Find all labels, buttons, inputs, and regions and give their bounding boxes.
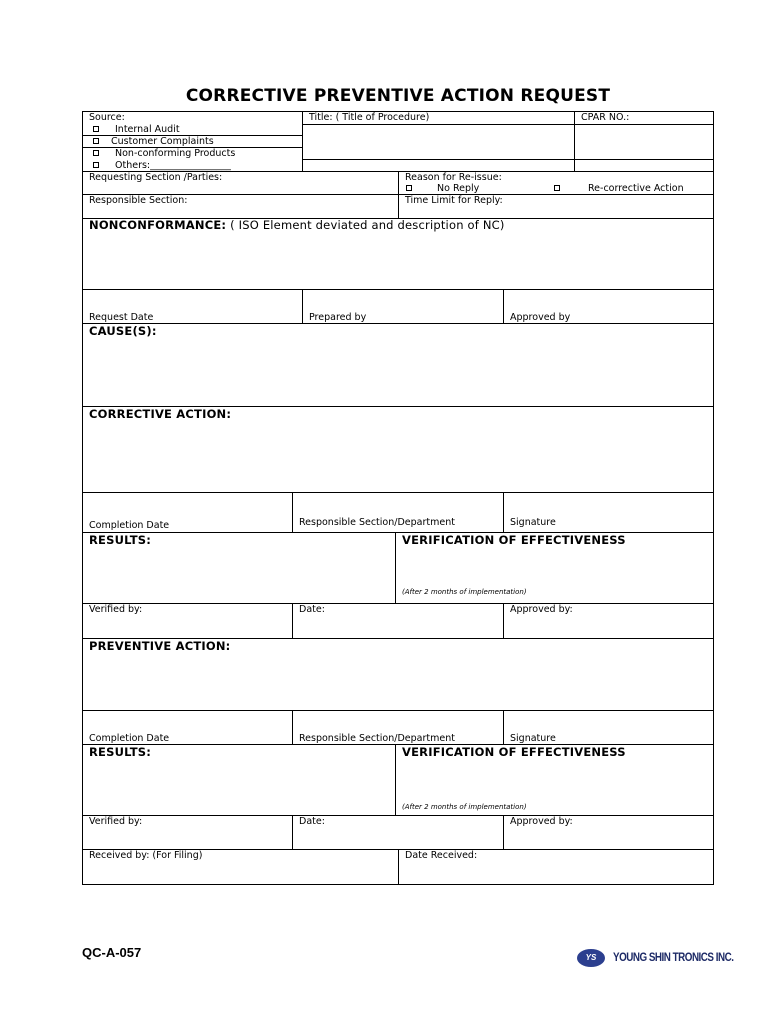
results-heading: RESULTS:	[89, 745, 152, 759]
time-limit-label: Time Limit for Reply:	[405, 195, 503, 206]
no-reply-label: No Reply	[437, 183, 480, 194]
checkbox-internal-audit[interactable]	[93, 126, 99, 132]
completion-date-label: Completion Date	[89, 733, 170, 744]
divider	[292, 492, 293, 532]
responsible-department-label: Responsible Section/Department	[299, 517, 455, 528]
checkbox-customer-complaints[interactable]	[93, 138, 99, 144]
request-date-label: Request Date	[89, 312, 154, 323]
divider	[82, 492, 714, 493]
nonconformance-subtitle: ( ISO Element deviated and description of NC)	[226, 218, 505, 232]
divider	[395, 532, 396, 603]
approved-by-label: Approved by	[510, 312, 571, 323]
checkbox-re-corrective[interactable]	[554, 185, 560, 191]
causes-heading: CAUSE(S):	[89, 324, 157, 338]
source-option-others	[115, 160, 231, 171]
verification-heading: VERIFICATION OF EFFECTIVENESS	[402, 745, 626, 759]
approved-by-label: Approved by:	[510, 604, 573, 615]
divider	[292, 710, 293, 744]
divider	[503, 492, 504, 532]
signature-label: Signature	[510, 517, 556, 528]
checkbox-no-reply[interactable]	[406, 185, 412, 191]
verification-heading: VERIFICATION OF EFFECTIVENESS	[402, 533, 626, 547]
company-name: YOUNG SHIN TRONICS INC.	[613, 950, 734, 964]
divider	[82, 289, 714, 290]
company-logo	[577, 947, 734, 971]
divider	[398, 171, 399, 218]
responsible-department-label: Responsible Section/Department	[299, 733, 455, 744]
divider	[302, 159, 714, 160]
divider	[82, 815, 714, 816]
divider	[503, 710, 504, 744]
source-label: Source:	[89, 112, 125, 123]
divider	[395, 744, 396, 815]
source-option-nonconforming-products: Non-conforming Products	[115, 148, 236, 159]
verification-note: (After 2 months of implementation)	[402, 803, 527, 811]
date-label: Date:	[299, 816, 325, 827]
checkbox-nonconforming-products[interactable]	[93, 150, 99, 156]
results-heading: RESULTS:	[89, 533, 152, 547]
divider	[82, 323, 714, 324]
date-label: Date:	[299, 604, 325, 615]
source-option-internal-audit: Internal Audit	[115, 124, 180, 135]
responsible-section-label: Responsible Section:	[89, 195, 188, 206]
cpar-number-label: CPAR NO.:	[581, 112, 630, 123]
divider	[302, 111, 303, 171]
signature-label: Signature	[510, 733, 556, 744]
others-field[interactable]: _________________	[150, 160, 231, 171]
reissue-reason-label: Reason for Re-issue:	[405, 172, 502, 183]
date-received-label: Date Received:	[405, 850, 478, 861]
source-option-customer-complaints: Customer Complaints	[111, 136, 214, 147]
prepared-by-label: Prepared by	[309, 312, 367, 323]
verified-by-label: Verified by:	[89, 816, 143, 827]
nonconformance-heading	[89, 218, 505, 232]
divider	[302, 124, 714, 125]
re-corrective-label: Re-corrective Action	[588, 183, 684, 194]
divider	[574, 111, 575, 171]
divider	[292, 815, 293, 849]
divider	[292, 603, 293, 638]
form-code: QC-A-057	[82, 945, 142, 960]
verified-by-label: Verified by:	[89, 604, 143, 615]
divider	[302, 289, 303, 323]
others-label: Others:	[115, 160, 151, 171]
verification-note: (After 2 months of implementation)	[402, 588, 527, 596]
divider	[82, 603, 714, 604]
nonconformance-title: NONCONFORMANCE:	[89, 218, 227, 232]
divider	[503, 289, 504, 323]
requesting-section-label: Requesting Section /Parties:	[89, 172, 223, 183]
checkbox-others[interactable]	[93, 162, 99, 168]
divider	[503, 603, 504, 638]
title-label: Title: ( Title of Procedure)	[309, 112, 430, 123]
completion-date-label: Completion Date	[89, 520, 170, 531]
divider	[82, 710, 714, 711]
received-by-label: Received by: (For Filing)	[89, 850, 203, 861]
logo-mark: YS	[577, 949, 605, 967]
divider	[398, 849, 399, 885]
preventive-action-heading: PREVENTIVE ACTION:	[89, 639, 231, 653]
form-title: CORRECTIVE PREVENTIVE ACTION REQUEST	[185, 86, 611, 106]
approved-by-label: Approved by:	[510, 816, 573, 827]
corrective-action-heading: CORRECTIVE ACTION:	[89, 407, 232, 421]
divider	[503, 815, 504, 849]
